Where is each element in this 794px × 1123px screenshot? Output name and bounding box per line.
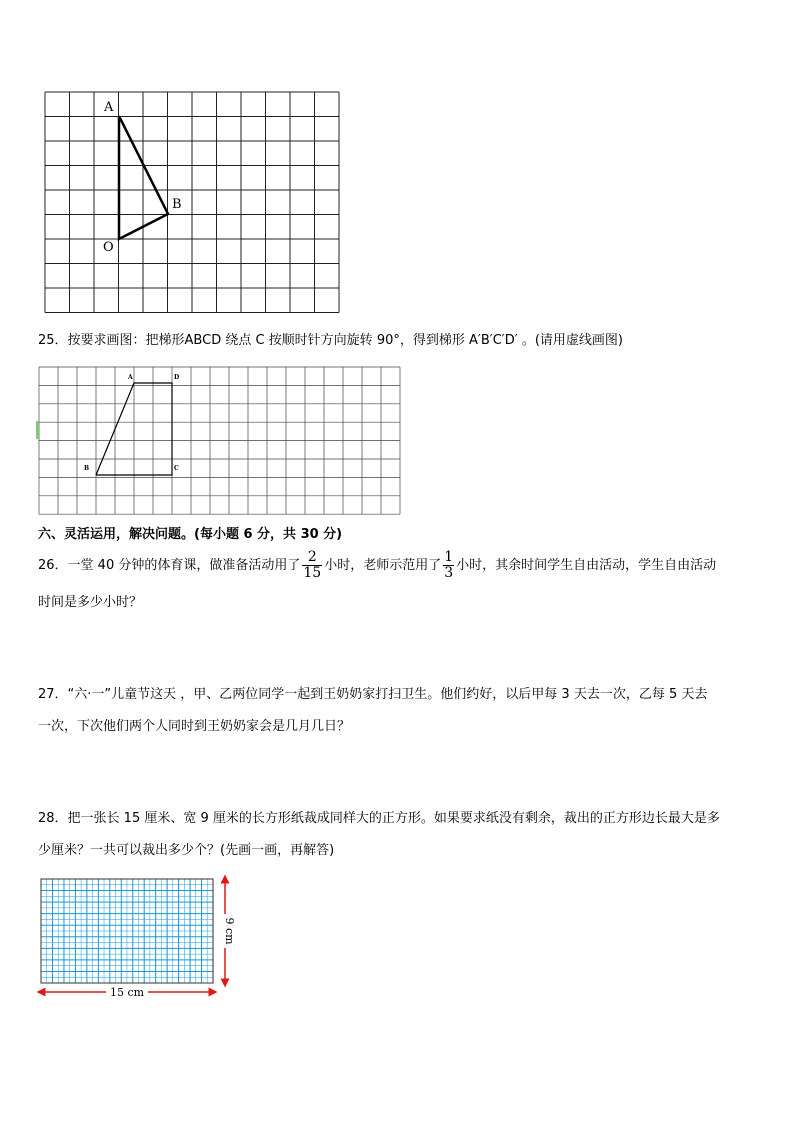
question-26-line-2: 时间是多少小时？ <box>38 595 143 610</box>
q26-part-1: 26．一堂 40 分钟的体育课，做准备活动用了 <box>38 558 301 573</box>
height-label: 9 cm <box>223 917 236 945</box>
grid-left-marker <box>36 421 39 439</box>
label-b: B <box>172 197 182 212</box>
label-b: B <box>84 465 90 472</box>
section-6-heading: 六、灵活运用，解决问题。(每小题 6 分，共 30 分) <box>38 527 343 542</box>
question-27-line-1: 27．“六·一”儿童节这天 ，甲、乙两位同学一起到王奶奶家打扫卫生。他们约好，以后甲每 3 天去一次，乙每 5 天去 <box>38 687 708 702</box>
question-28-line-2: 少厘米？一共可以裁出多少个？(先画一画，再解答) <box>38 843 335 858</box>
fraction-numerator: 1 <box>444 549 454 565</box>
trapezoid-grid-figure <box>36 364 401 516</box>
grid-lines <box>45 92 339 313</box>
label-o: O <box>103 240 114 255</box>
label-c: C <box>174 465 179 472</box>
fraction-denominator: 15 <box>303 565 322 581</box>
triangle-grid-figure <box>40 88 345 318</box>
paper-grid-figure <box>36 874 241 1000</box>
grid-lines <box>39 367 400 514</box>
label-d: D <box>174 374 180 381</box>
label-a: A <box>128 374 133 381</box>
question-27-line-2: 一次，下次他们两个人同时到王奶奶家会是几月几日？ <box>38 719 351 734</box>
q26-part-2: 小时，老师示范用了 <box>324 558 442 573</box>
fraction-1-3 <box>443 550 454 581</box>
blue-grid <box>41 879 213 983</box>
fraction-numerator: 2 <box>302 550 322 566</box>
question-25-text: 25．按要求画图：把梯形ABCD 绕点 C 按顺时针方向旋转 90°，得到梯形 A′B′C′D′ 。(请用虚线画图) <box>38 333 623 348</box>
fraction-denominator: 3 <box>444 565 454 581</box>
question-26-line-1 <box>38 550 716 581</box>
question-28-line-1: 28．把一张长 15 厘米、宽 9 厘米的长方形纸裁成同样大的正方形。如果要求纸没有剩余，裁出的正方形边长最大是多 <box>38 811 720 826</box>
width-label: 15 cm <box>109 986 145 999</box>
label-a: A <box>104 100 114 115</box>
q26-part-3: 小时，其余时间学生自由活动，学生自由活动 <box>456 558 717 573</box>
fraction-2-15 <box>302 550 322 581</box>
